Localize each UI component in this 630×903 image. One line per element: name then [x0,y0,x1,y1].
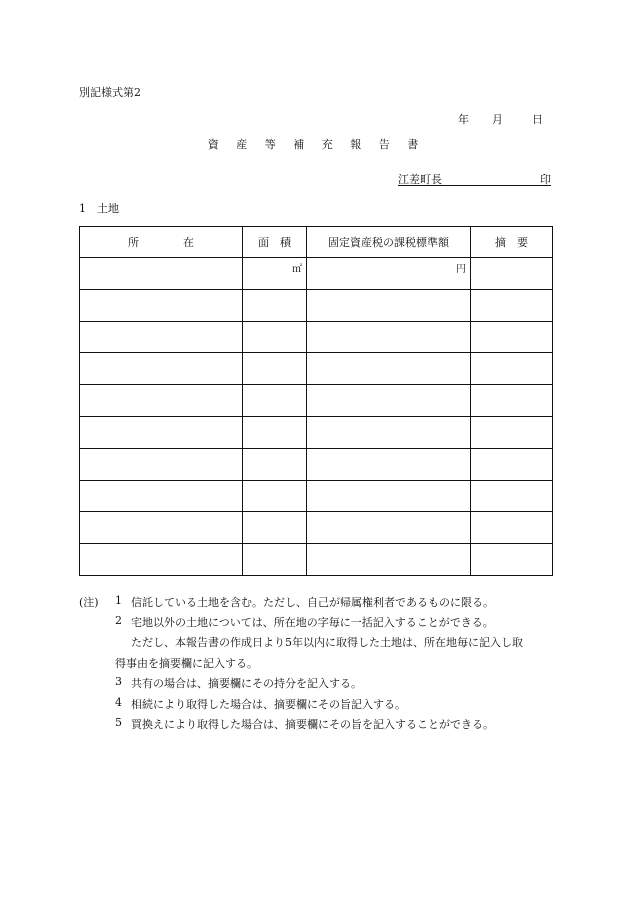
cell-tax-base[interactable] [307,353,471,385]
cell-remarks[interactable] [471,321,553,353]
table-row [80,544,553,576]
signer-line [398,171,551,186]
note-number: 4 [115,696,122,709]
cell-area[interactable] [243,448,307,480]
table-row [80,480,553,512]
cell-area[interactable] [243,258,307,290]
cell-remarks[interactable] [471,416,553,448]
date-line [458,111,543,127]
unit-yen: 円 [456,264,466,275]
cell-remarks[interactable] [471,512,553,544]
document-title: 資 産 等 補 充 報 告 書 [207,138,423,151]
cell-remarks[interactable] [471,448,553,480]
cell-remarks[interactable] [471,353,553,385]
notes-label: (注) [79,596,99,609]
table-row [80,353,553,385]
note-number: 3 [115,675,122,688]
cell-tax-base[interactable] [307,258,471,290]
table-header-row [80,227,553,258]
table-row [80,258,553,290]
note-text: 共有の場合は、摘要欄にその持分を記入する。 [131,677,362,690]
cell-area[interactable] [243,289,307,321]
header-tax-base: 固定資産税の課税標準額 [307,227,471,258]
seal-mark: 印 [540,173,551,186]
cell-location[interactable] [80,289,243,321]
note-text: ただし、本報告書の作成日より5年以内に取得した土地は、所在地毎に記入し取 [131,636,523,649]
cell-remarks[interactable] [471,385,553,417]
note-text: 得事由を摘要欄に記入する。 [115,657,258,670]
cell-tax-base[interactable] [307,544,471,576]
land-table [79,226,553,576]
cell-location[interactable] [80,321,243,353]
cell-location[interactable] [80,353,243,385]
cell-area[interactable] [243,480,307,512]
cell-area[interactable] [243,512,307,544]
note-text: 相続により取得した場合は、摘要欄にその旨記入する。 [131,698,406,711]
note-number: 5 [115,716,122,729]
cell-area[interactable] [243,321,307,353]
cell-area[interactable] [243,544,307,576]
cell-location[interactable] [80,480,243,512]
table-row [80,512,553,544]
cell-tax-base[interactable] [307,448,471,480]
note-number: 2 [115,614,122,627]
table-row [80,416,553,448]
cell-remarks[interactable] [471,258,553,290]
cell-remarks[interactable] [471,480,553,512]
cell-location[interactable] [80,258,243,290]
table-row [80,448,553,480]
table-row [80,385,553,417]
header-location: 所 在 [80,227,243,258]
cell-location[interactable] [80,512,243,544]
section-title: 1 土地 [79,202,119,215]
date-day: 日 [532,113,543,126]
cell-location[interactable] [80,544,243,576]
cell-remarks[interactable] [471,289,553,321]
signer-name: 江差町長 [398,173,442,186]
cell-tax-base[interactable] [307,416,471,448]
cell-tax-base[interactable] [307,385,471,417]
cell-tax-base[interactable] [307,512,471,544]
note-text: 宅地以外の土地については、所在地の字毎に一括記入することができる。 [131,616,494,629]
header-area: 面 積 [243,227,307,258]
note-text: 信託している土地を含む。ただし、自己が帰属権利者であるものに限る。 [131,596,494,609]
cell-area[interactable] [243,416,307,448]
cell-tax-base[interactable] [307,321,471,353]
note-number: 1 [115,594,122,607]
cell-tax-base[interactable] [307,289,471,321]
cell-location[interactable] [80,416,243,448]
form-number: 別記様式第2 [79,86,141,99]
note-text: 買換えにより取得した場合は、摘要欄にその旨を記入することができる。 [131,718,494,731]
cell-location[interactable] [80,385,243,417]
cell-area[interactable] [243,353,307,385]
unit-square-meter: ㎡ [292,264,302,275]
cell-location[interactable] [80,448,243,480]
header-remarks: 摘 要 [471,227,553,258]
date-month: 月 [492,113,503,126]
cell-area[interactable] [243,385,307,417]
cell-tax-base[interactable] [307,480,471,512]
table-row [80,321,553,353]
date-year: 年 [458,113,469,126]
cell-remarks[interactable] [471,544,553,576]
table-row [80,289,553,321]
